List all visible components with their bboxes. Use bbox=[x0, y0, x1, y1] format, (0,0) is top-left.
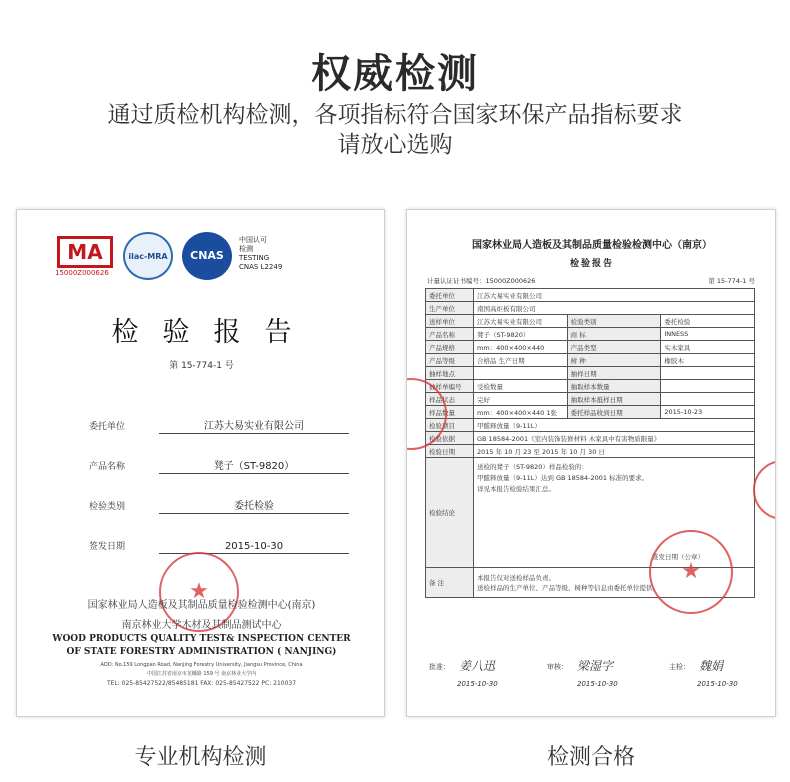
cnas-line: CNAS L2249 bbox=[239, 263, 283, 271]
field-label: 检验类别 bbox=[89, 502, 126, 512]
report-page-number: 第 15-774-1 号 bbox=[708, 277, 755, 285]
row-value: 凳子（ST-9820） bbox=[474, 328, 568, 341]
signer-role: 主检： bbox=[669, 663, 690, 671]
cma-number: 15000Z000626 bbox=[55, 269, 109, 277]
row-key: 备 注 bbox=[426, 568, 474, 598]
row-key: 检验结论 bbox=[426, 458, 474, 568]
remark-line: 送检样品的生产单位、产品等级、树种等信息由委托单位提供。 bbox=[477, 583, 659, 592]
field-value: 委托检验 bbox=[159, 497, 349, 514]
row-value: 甲醛释放量（9-11L） bbox=[474, 419, 755, 432]
row-key: 树 种 bbox=[567, 354, 661, 367]
signer-date: 2015-10-30 bbox=[577, 680, 618, 688]
table-row bbox=[426, 328, 755, 341]
report-cover-title: 检验报告 bbox=[111, 317, 316, 348]
certification-logos bbox=[57, 232, 347, 282]
report-cover-image bbox=[16, 209, 385, 717]
signer-role: 审核： bbox=[547, 663, 568, 671]
org-address-cn: 中国江苏省南京市龙蟠路 159 号 南京林业大学内 bbox=[146, 671, 257, 677]
row-value: 完好 bbox=[474, 393, 568, 406]
row-key: 抽取样本数量 bbox=[567, 380, 661, 393]
conclusion-line: 送检的凳子（ST-9820）样品检验的： bbox=[477, 463, 588, 471]
row-key: 商 标 bbox=[567, 328, 661, 341]
row-key: 样品状态 bbox=[426, 393, 474, 406]
ilac-mra-logo bbox=[123, 232, 173, 280]
table-row bbox=[426, 354, 755, 367]
table-row bbox=[426, 406, 755, 419]
row-value bbox=[661, 393, 755, 406]
cnas-logo bbox=[182, 232, 232, 280]
row-value: 委托检验 bbox=[661, 315, 755, 328]
table-row bbox=[426, 432, 755, 445]
row-key: 抽样日期 bbox=[567, 367, 661, 380]
report-header-subtitle: 检验报告 bbox=[569, 259, 614, 269]
row-key: 委托单位 bbox=[426, 289, 474, 302]
subtitle-line-2: 请放心选购 bbox=[337, 132, 453, 158]
signer-role: 批准： bbox=[429, 663, 450, 671]
row-key: 委托样品收到日期 bbox=[567, 406, 661, 419]
row-value: 受检数量 bbox=[474, 380, 568, 393]
row-value bbox=[661, 380, 755, 393]
row-key: 检验类别 bbox=[567, 315, 661, 328]
org-name-en-1: WOOD PRODUCTS QUALITY TEST& INSPECTION CENTER bbox=[52, 634, 351, 644]
seal-star-icon: ★ bbox=[189, 579, 209, 604]
row-value: 橡胶木 bbox=[661, 354, 755, 367]
row-value: 2015-10-23 bbox=[661, 406, 755, 419]
cnas-line: TESTING bbox=[239, 254, 270, 262]
row-key: 产品等级 bbox=[426, 354, 474, 367]
field-label: 委托单位 bbox=[89, 422, 126, 432]
table-row bbox=[426, 393, 755, 406]
table-row bbox=[426, 341, 755, 354]
cma-mark: MA bbox=[57, 236, 113, 268]
signer-date: 2015-10-30 bbox=[697, 680, 738, 688]
seal-star-icon: ★ bbox=[681, 559, 701, 584]
remark-line: 本报告仅对送检样品负责。 bbox=[477, 573, 555, 582]
table-row bbox=[426, 315, 755, 328]
page-title: 权威检测 bbox=[311, 51, 479, 97]
field-value: 凳子（ST-9820） bbox=[159, 457, 349, 474]
row-value bbox=[474, 367, 568, 380]
row-key: 产品规格 bbox=[426, 341, 474, 354]
row-key: 检验项目 bbox=[426, 419, 474, 432]
row-key: 抽样单编号 bbox=[426, 380, 474, 393]
row-key: 抽样地点 bbox=[426, 367, 474, 380]
red-official-seal bbox=[649, 530, 733, 614]
field-value: 江苏大易实业有限公司 bbox=[159, 417, 349, 434]
caption-test-passed: 检测合格 bbox=[546, 745, 635, 770]
cover-field-issue-date bbox=[89, 536, 349, 554]
row-key: 产品名称 bbox=[426, 328, 474, 341]
red-seal-edge-right bbox=[753, 460, 776, 520]
row-key: 样品数量 bbox=[426, 406, 474, 419]
report-header-title: 国家林业局人造板及其制品质量检验检测中心（南京） bbox=[472, 240, 712, 251]
row-key: 产品类型 bbox=[567, 341, 661, 354]
row-key: 检验依据 bbox=[426, 432, 474, 445]
row-value: 合格品 生产日期 bbox=[474, 354, 568, 367]
org-contact: TEL: 025-85427522/85485181 FAX: 025-85427522 PC: 210037 bbox=[106, 680, 297, 687]
subtitle-line-1: 通过质检机构检测，各项指标符合国家环保产品指标要求 bbox=[107, 102, 683, 128]
row-value: mm：400×400×440 bbox=[474, 341, 568, 354]
cnas-mark-text: CNAS bbox=[190, 249, 224, 262]
field-label: 签发日期 bbox=[89, 542, 126, 552]
stamp-note: 签发日期（公章） bbox=[652, 553, 704, 561]
row-key: 生产单位 bbox=[426, 302, 474, 315]
ilac-mra-text: ilac-MRA bbox=[128, 252, 168, 261]
signer-signature: 姜八迅 bbox=[459, 659, 496, 673]
row-key: 送样单位 bbox=[426, 315, 474, 328]
row-key: 检验日期 bbox=[426, 445, 474, 458]
table-row bbox=[426, 289, 755, 302]
field-value: 2015-10-30 bbox=[159, 541, 349, 554]
row-value: 江苏大易实业有限公司 bbox=[474, 315, 568, 328]
signer-date: 2015-10-30 bbox=[457, 680, 498, 688]
cma-logo bbox=[57, 236, 113, 280]
row-value bbox=[661, 367, 755, 380]
row-value: 南国高炬板有限公司 bbox=[474, 302, 755, 315]
org-name-en-2: OF STATE FORESTRY ADMINISTRATION ( NANJING) bbox=[66, 647, 337, 657]
caption-professional-testing: 专业机构检测 bbox=[134, 745, 267, 770]
report-cover-number: 第 15-774-1 号 bbox=[169, 361, 234, 371]
cert-number: 计量认证证书编号：15000Z000626 bbox=[427, 277, 536, 285]
org-name-cn-2: 南京林业大学木材及其制品测试中心 bbox=[121, 620, 282, 631]
row-value: 2015 年 10 月 23 至 2015 年 10 月 30 日 bbox=[474, 445, 755, 458]
table-row bbox=[426, 445, 755, 458]
table-row bbox=[426, 367, 755, 380]
table-row bbox=[426, 302, 755, 315]
cover-field-client bbox=[89, 416, 349, 434]
cover-field-product bbox=[89, 456, 349, 474]
row-value: 实木家具 bbox=[661, 341, 755, 354]
conclusion-line: 详见本报告检验结果汇总。 bbox=[477, 485, 555, 493]
row-value: INNESS bbox=[661, 328, 755, 341]
row-key: 抽取样本抵样日期 bbox=[567, 393, 661, 406]
cnas-line: 中国认可 bbox=[239, 236, 267, 244]
cnas-line: 检测 bbox=[239, 245, 253, 253]
cover-field-category bbox=[89, 496, 349, 514]
signer-signature: 魏娟 bbox=[699, 659, 724, 673]
org-address-en: ADD: No.159 Longpan Road, Nanjing Forestry University, Jiangsu Province, China bbox=[100, 662, 303, 668]
row-value: GB 18584-2001《室内装饰装修材料 木家具中有害物质限量》 bbox=[474, 432, 755, 445]
table-row bbox=[426, 419, 755, 432]
org-name-cn-1: 国家林业局人造板及其制品质量检验检测中心(南京) bbox=[87, 600, 316, 611]
table-row bbox=[426, 380, 755, 393]
report-result-image bbox=[406, 209, 776, 717]
page-subtitle bbox=[0, 100, 790, 160]
row-value: mm：400×400×440 1张 bbox=[474, 406, 568, 419]
row-value: 江苏大易实业有限公司 bbox=[474, 289, 755, 302]
conclusion-line: 甲醛释放量（9-11L）达到 GB 18584-2001 标准的要求。 bbox=[477, 474, 649, 482]
signer-signature: 梁湿字 bbox=[577, 659, 614, 673]
field-label: 产品名称 bbox=[89, 462, 126, 472]
cnas-caption bbox=[239, 236, 282, 272]
